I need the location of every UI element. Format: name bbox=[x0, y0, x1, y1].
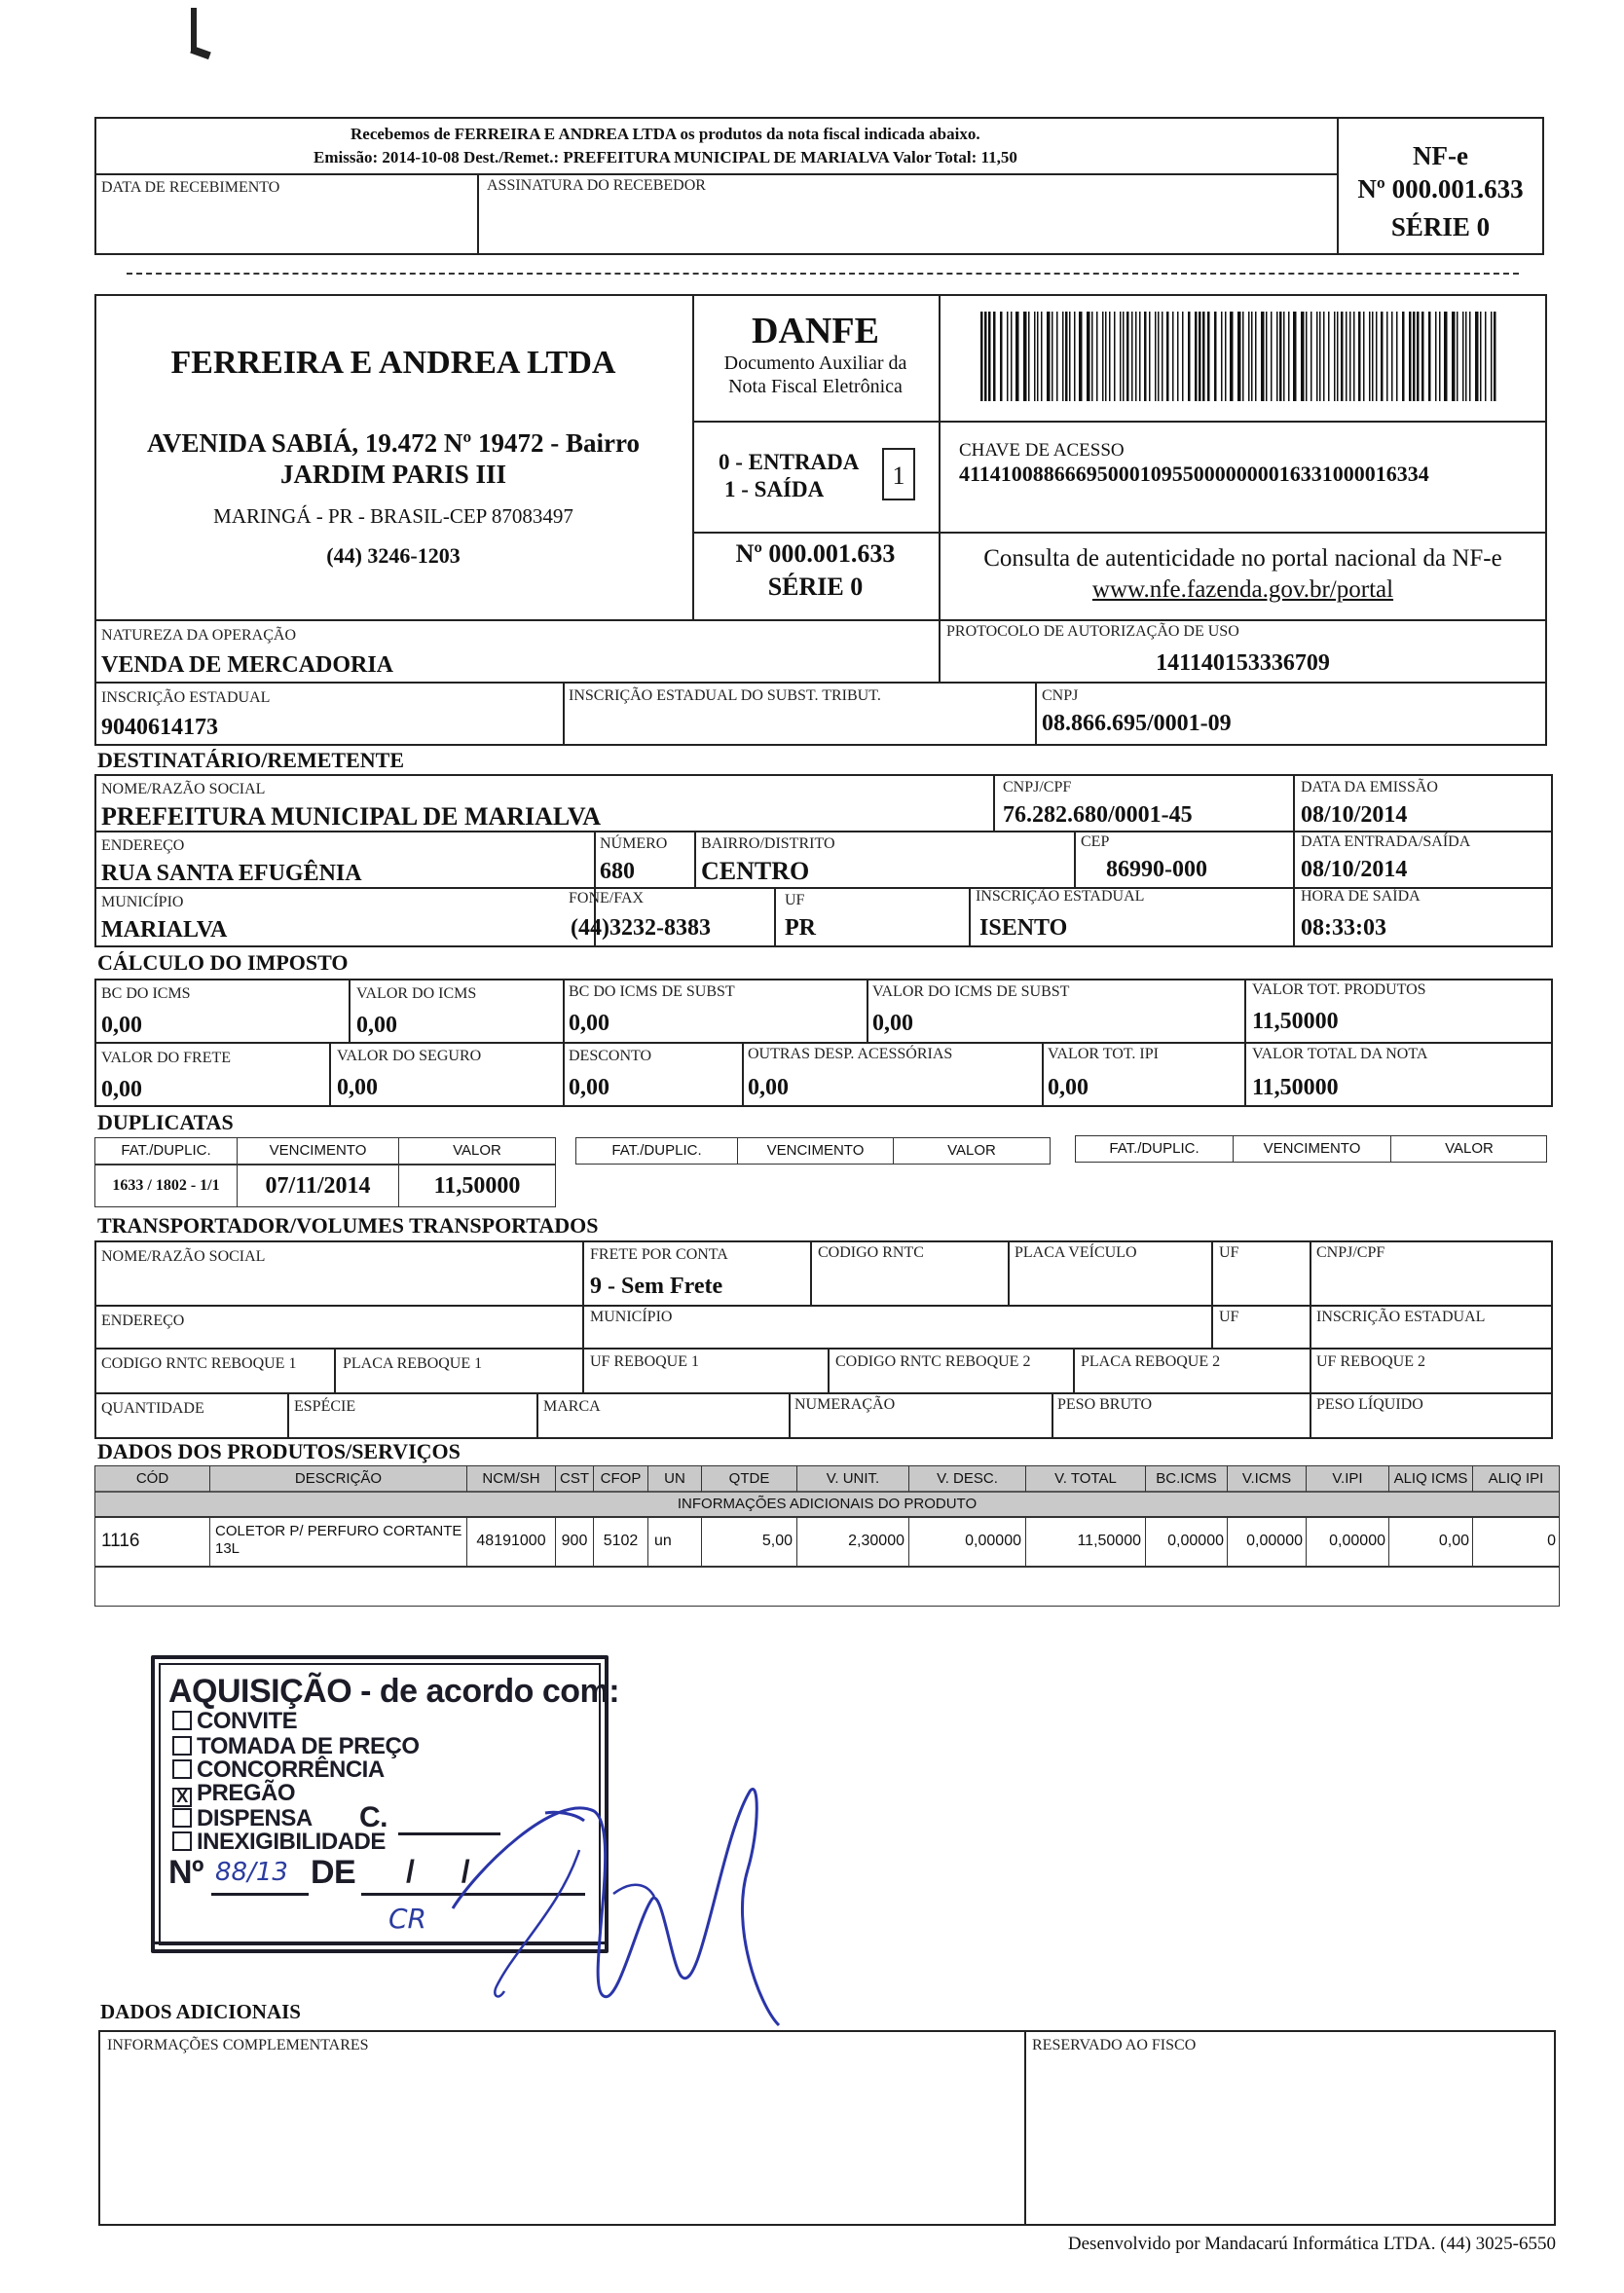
portal-link[interactable]: www.nfe.fazenda.gov.br/portal bbox=[1091, 576, 1394, 603]
carrier-address-label: ENDEREÇO bbox=[101, 1313, 185, 1329]
discount-label: DESCONTO bbox=[569, 1048, 652, 1064]
barcode-bar bbox=[1065, 312, 1068, 401]
barcode-bar bbox=[1162, 312, 1163, 401]
dup-venc: 07/11/2014 bbox=[238, 1165, 399, 1206]
recipient-number: 680 bbox=[600, 859, 635, 884]
recipient-section-title: DESTINATÁRIO/REMETENTE bbox=[97, 748, 404, 772]
exit-time: 08:33:03 bbox=[1301, 915, 1386, 941]
th-ncm: NCM/SH bbox=[467, 1466, 556, 1492]
th-cfop: CFOP bbox=[594, 1466, 648, 1492]
row-cod: 1116 bbox=[95, 1517, 210, 1566]
barcode-bar bbox=[1279, 312, 1282, 401]
tax-section-title: CÁLCULO DO IMPOSTO bbox=[97, 950, 349, 975]
checked-box-icon: X bbox=[172, 1788, 192, 1807]
row-bcicms: 0,00000 bbox=[1146, 1517, 1228, 1566]
barcode-bar bbox=[1172, 312, 1174, 401]
barcode-bar bbox=[1144, 312, 1147, 401]
row-qtde: 5,00 bbox=[702, 1517, 797, 1566]
dup-fat: 1633 / 1802 - 1/1 bbox=[95, 1165, 238, 1206]
dup3-fat-label: FAT./DUPLIC. bbox=[1076, 1136, 1234, 1162]
barcode-bar bbox=[1166, 312, 1169, 401]
stamp-concorrencia: CONCORRÊNCIA bbox=[172, 1757, 385, 1784]
recipient-uf-label: UF bbox=[785, 892, 805, 908]
recipient-uf: PR bbox=[785, 915, 816, 941]
barcode-bar bbox=[1409, 312, 1412, 401]
recipient-phone-label: FONE/FAX bbox=[569, 890, 645, 906]
barcode-bar bbox=[1087, 312, 1090, 401]
barcode-bar bbox=[1353, 312, 1355, 401]
barcode-bar bbox=[1319, 312, 1321, 401]
barcode-bar bbox=[1105, 312, 1107, 401]
recipient-name-label: NOME/RAZÃO SOCIAL bbox=[101, 781, 266, 797]
th-desc: DESCRIÇÃO bbox=[210, 1466, 467, 1492]
th-qtde: QTDE bbox=[702, 1466, 797, 1492]
th-cst: CST bbox=[556, 1466, 594, 1492]
recipient-cep: 86990-000 bbox=[1106, 857, 1207, 882]
exit-label: 1 - SAÍDA bbox=[724, 477, 825, 501]
dup-valor: 11,50000 bbox=[433, 1173, 521, 1199]
bc-icms-label: BC DO ICMS bbox=[101, 985, 191, 1002]
bc-icms: 0,00 bbox=[101, 1013, 142, 1038]
net-weight-label: PESO LÍQUIDO bbox=[1316, 1396, 1423, 1413]
stamp-pregao: X PREGÃO bbox=[172, 1780, 295, 1807]
barcode-bar bbox=[1047, 312, 1051, 401]
barcode bbox=[978, 312, 1501, 401]
freight-mode-label: FRETE POR CONTA bbox=[590, 1246, 728, 1263]
carrier-ie-label: INSCRIÇÃO ESTADUAL bbox=[1316, 1309, 1486, 1325]
row-un: un bbox=[648, 1517, 702, 1566]
th-cod: CÓD bbox=[95, 1466, 210, 1492]
trailer2-uf-label: UF REBOQUE 2 bbox=[1316, 1353, 1426, 1370]
barcode-bar bbox=[1135, 312, 1137, 401]
barcode-bar bbox=[980, 312, 983, 401]
consult-text: Consulta de autenticidade no portal nacional da NF-e bbox=[983, 545, 1502, 572]
icms-value-label: VALOR DO ICMS bbox=[356, 985, 477, 1002]
barcode-bar bbox=[1439, 312, 1441, 401]
barcode-bar bbox=[1337, 312, 1339, 401]
protocol-label: PROTOCOLO DE AUTORIZAÇÃO DE USO bbox=[946, 623, 1239, 640]
invoice-total-label: VALOR TOTAL DA NOTA bbox=[1252, 1046, 1428, 1062]
ipi-total: 0,00 bbox=[1048, 1075, 1089, 1100]
barcode-bar bbox=[1491, 312, 1493, 401]
issuer-address-2: JARDIM PARIS III bbox=[279, 460, 507, 489]
barcode-bar bbox=[1328, 312, 1330, 401]
trailer2-rntc-label: CODIGO RNTC REBOQUE 2 bbox=[835, 1353, 1031, 1370]
row-vipi: 0,00000 bbox=[1307, 1517, 1389, 1566]
barcode-bar bbox=[1074, 312, 1076, 401]
stamp-dispensa: DISPENSA bbox=[172, 1805, 313, 1832]
row-aliqipi: 0 bbox=[1547, 1533, 1556, 1549]
barcode-bar bbox=[1120, 312, 1122, 401]
barcode-bar bbox=[1346, 312, 1347, 401]
row-ncm: 48191000 bbox=[467, 1517, 556, 1566]
gross-weight-label: PESO BRUTO bbox=[1057, 1396, 1153, 1413]
trailer2-plate-label: PLACA REBOQUE 2 bbox=[1081, 1353, 1221, 1370]
barcode-bar bbox=[1457, 312, 1458, 401]
th-vtotal: V. TOTAL bbox=[1026, 1466, 1146, 1492]
row-cst: 900 bbox=[556, 1517, 594, 1566]
carrier-cnpj-label: CNPJ/CPF bbox=[1316, 1244, 1385, 1261]
recipient-cep-label: CEP bbox=[1081, 833, 1110, 850]
barcode-bar bbox=[1271, 312, 1273, 401]
row-desc-1: COLETOR P/ PERFURO CORTANTE bbox=[215, 1523, 462, 1539]
barcode-bar bbox=[1465, 312, 1467, 401]
species-label: ESPÉCIE bbox=[294, 1398, 356, 1415]
barcode-bar bbox=[1485, 312, 1487, 401]
barcode-bar bbox=[1480, 312, 1482, 401]
entry-label: 0 - ENTRADA bbox=[719, 450, 860, 474]
checkbox-icon bbox=[172, 1759, 192, 1779]
stamp-slashes: / / bbox=[406, 1854, 470, 1889]
issuer-name: FERREIRA E ANDREA LTDA bbox=[170, 345, 616, 381]
barcode-bar bbox=[1155, 312, 1157, 401]
recipient-city: MARIALVA bbox=[101, 917, 228, 943]
discount: 0,00 bbox=[569, 1075, 609, 1100]
scan-mark bbox=[190, 46, 211, 59]
recipient-address: RUA SANTA EFUGÊNIA bbox=[101, 861, 362, 886]
bc-st-label: BC DO ICMS DE SUBST bbox=[569, 983, 735, 1000]
checkbox-icon bbox=[172, 1711, 192, 1730]
barcode-bar bbox=[1386, 312, 1388, 401]
barcode-bar bbox=[1034, 312, 1036, 401]
barcode-bar bbox=[1293, 312, 1297, 401]
receipt-text-2: Emissão: 2014-10-08 Dest./Remet.: PREFEITURA MUNICIPAL DE MARIALVA Valor Total: 11,50 bbox=[314, 148, 1017, 166]
dup2-venc-label: VENCIMENTO bbox=[738, 1138, 894, 1164]
barcode-bar bbox=[1015, 312, 1019, 401]
barcode-bar bbox=[1230, 312, 1234, 401]
barcode-bar bbox=[1301, 312, 1305, 401]
ie-value: 9040614173 bbox=[101, 715, 218, 740]
stamp-number: 88/13 bbox=[215, 1858, 288, 1887]
exit-time-label: HORA DE SAÍDA bbox=[1301, 888, 1421, 905]
bc-st: 0,00 bbox=[569, 1011, 609, 1036]
duplicate-1 bbox=[94, 1137, 556, 1207]
barcode-bar bbox=[1091, 312, 1093, 401]
nature-value: VENDA DE MERCADORIA bbox=[101, 652, 394, 678]
barcode-bar bbox=[1000, 312, 1003, 401]
barcode-bar bbox=[1417, 312, 1420, 401]
barcode-bar bbox=[1149, 312, 1151, 401]
barcode-bar bbox=[1283, 312, 1285, 401]
stamp-tomada: TOMADA DE PREÇO bbox=[172, 1733, 420, 1760]
barcode-bar bbox=[1475, 312, 1479, 401]
numbering-label: NUMERAÇÃO bbox=[794, 1396, 896, 1413]
trailer1-uf-label: UF REBOQUE 1 bbox=[590, 1353, 700, 1370]
dup3-venc-label: VENCIMENTO bbox=[1234, 1136, 1391, 1162]
barcode-bar bbox=[1369, 312, 1371, 401]
barcode-bar bbox=[1349, 312, 1351, 401]
danfe-title: DANFE bbox=[752, 311, 879, 351]
tax-reserved-label: RESERVADO AO FISCO bbox=[1032, 2037, 1197, 2053]
st-value-label: VALOR DO ICMS DE SUBST bbox=[872, 983, 1070, 1000]
cut-line bbox=[127, 273, 1519, 275]
recipient-ie: ISENTO bbox=[979, 915, 1068, 941]
th-aliqipi: ALIQ IPI bbox=[1488, 1470, 1544, 1487]
barcode-bar bbox=[1266, 312, 1268, 401]
duplicates-section-title: DUPLICATAS bbox=[97, 1110, 234, 1134]
barcode-bar bbox=[1248, 312, 1250, 401]
barcode-bar bbox=[1007, 312, 1009, 401]
barcode-bar bbox=[1177, 312, 1179, 401]
barcode-bar bbox=[1221, 312, 1223, 401]
entry-date-label: DATA ENTRADA/SAÍDA bbox=[1301, 833, 1471, 850]
barcode-bar bbox=[1341, 312, 1344, 401]
invoice-total: 11,50000 bbox=[1252, 1075, 1339, 1100]
barcode-bar bbox=[1011, 312, 1013, 401]
barcode-bar bbox=[1381, 312, 1384, 401]
recipient-number-label: NÚMERO bbox=[600, 835, 668, 852]
stamp-inexigibilidade: INEXIGIBILIDADE bbox=[172, 1829, 386, 1856]
checkbox-icon bbox=[172, 1736, 192, 1756]
dup-venc-label: VENCIMENTO bbox=[238, 1138, 399, 1164]
receipt-nfe: NF-e bbox=[1413, 141, 1468, 170]
products-total-label: VALOR TOT. PRODUTOS bbox=[1252, 981, 1426, 998]
barcode-bar bbox=[1131, 312, 1133, 401]
access-key: 41141008866695000109550000000016331000016334 bbox=[959, 462, 1429, 486]
additional-section-title: DADOS ADICIONAIS bbox=[100, 2000, 301, 2023]
trailer1-rntc-label: CODIGO RNTC REBOQUE 1 bbox=[101, 1355, 297, 1372]
products-total: 11,50000 bbox=[1252, 1009, 1339, 1034]
barcode-bar bbox=[1469, 312, 1471, 401]
barcode-bar bbox=[1334, 312, 1336, 401]
barcode-bar bbox=[1123, 312, 1125, 401]
barcode-bar bbox=[1402, 312, 1405, 401]
th-vunit: V. UNIT. bbox=[797, 1466, 909, 1492]
receipt-text-1: Recebemos de FERREIRA E ANDREA LTDA os produtos da nota fiscal indicada abaixo. bbox=[351, 125, 980, 143]
dup2-valor-label: VALOR bbox=[947, 1142, 996, 1159]
barcode-bar bbox=[1102, 312, 1104, 401]
freight: 0,00 bbox=[101, 1077, 142, 1102]
barcode-bar bbox=[1158, 312, 1160, 401]
barcode-bar bbox=[1421, 312, 1424, 401]
barcode-bar bbox=[1079, 312, 1083, 401]
barcode-bar bbox=[1494, 312, 1496, 401]
barcode-bar bbox=[1462, 312, 1464, 401]
barcode-bar bbox=[1069, 312, 1071, 401]
products-section-title: DADOS DOS PRODUTOS/SERVIÇOS bbox=[97, 1439, 461, 1463]
recipient-phone: (44)3232-8383 bbox=[571, 915, 711, 941]
stamp-title: AQUISIÇÃO - de acordo com: bbox=[168, 1673, 620, 1710]
barcode-bar bbox=[1062, 312, 1064, 401]
duplicate-2 bbox=[575, 1137, 1051, 1165]
checkbox-icon bbox=[172, 1808, 192, 1828]
carrier-city-label: MUNICÍPIO bbox=[590, 1309, 673, 1325]
barcode-bar bbox=[988, 312, 991, 401]
barcode-bar bbox=[1376, 312, 1378, 401]
signature bbox=[438, 1753, 828, 2045]
barcode-bar bbox=[1242, 312, 1244, 401]
barcode-bar bbox=[1202, 312, 1205, 401]
barcode-bar bbox=[1323, 312, 1325, 401]
th-vipi: V.IPI bbox=[1307, 1466, 1389, 1492]
barcode-bar bbox=[1316, 312, 1318, 401]
receipt-number: Nº 000.001.633 bbox=[1357, 174, 1524, 203]
barcode-bar bbox=[1413, 312, 1416, 401]
st-value: 0,00 bbox=[872, 1011, 913, 1036]
operation-type-box: 1 bbox=[882, 448, 915, 500]
cnpj-label: CNPJ bbox=[1042, 687, 1079, 704]
recipient-cnpj: 76.282.680/0001-45 bbox=[1003, 802, 1193, 828]
stamp-c-label: C. bbox=[359, 1801, 388, 1833]
row-aliqicms: 0,00 bbox=[1389, 1517, 1473, 1566]
barcode-bar bbox=[993, 312, 996, 401]
receipt-signature-label: ASSINATURA DO RECEBEDOR bbox=[487, 177, 706, 194]
barcode-bar bbox=[1372, 312, 1374, 401]
receipt-date-label: DATA DE RECEBIMENTO bbox=[101, 179, 280, 196]
freight-mode: 9 - Sem Frete bbox=[590, 1274, 723, 1299]
barcode-bar bbox=[1023, 312, 1027, 401]
issuer-address-1: AVENIDA SABIÁ, 19.472 Nº 19472 - Bairro bbox=[147, 428, 640, 458]
th-vdesc: V. DESC. bbox=[909, 1466, 1026, 1492]
ie-st-label: INSCRIÇÃO ESTADUAL DO SUBST. TRIBUT. bbox=[569, 687, 881, 704]
additional-block bbox=[98, 2030, 1556, 2226]
barcode-bar bbox=[984, 312, 987, 401]
barcode-bar bbox=[1195, 312, 1198, 401]
recipient-cnpj-label: CNPJ/CPF bbox=[1003, 779, 1072, 795]
barcode-bar bbox=[1435, 312, 1437, 401]
access-key-label: CHAVE DE ACESSO bbox=[959, 440, 1125, 461]
trailer1-plate-label: PLACA REBOQUE 1 bbox=[343, 1355, 483, 1372]
barcode-bar bbox=[1199, 312, 1201, 401]
receipt-serie: SÉRIE 0 bbox=[1390, 212, 1491, 241]
barcode-bar bbox=[1114, 312, 1116, 401]
recipient-district: CENTRO bbox=[701, 857, 810, 885]
insurance-label: VALOR DO SEGURO bbox=[337, 1048, 482, 1064]
vehicle-plate-label: PLACA VEÍCULO bbox=[1015, 1244, 1137, 1261]
carrier-name-label: NOME/RAZÃO SOCIAL bbox=[101, 1248, 266, 1265]
row-vunit: 2,30000 bbox=[797, 1517, 909, 1566]
carrier-uf-label: UF bbox=[1219, 1244, 1239, 1261]
th-info-adicional: INFORMAÇÕES ADICIONAIS DO PRODUTO bbox=[677, 1496, 978, 1512]
issue-date: 08/10/2014 bbox=[1301, 802, 1408, 828]
rntc-label: CODIGO RNTC bbox=[818, 1244, 924, 1261]
recipient-city-label: MUNICÍPIO bbox=[101, 894, 184, 910]
barcode-bar bbox=[1041, 312, 1043, 401]
brand-label: MARCA bbox=[543, 1398, 601, 1415]
stamp-initials: CR bbox=[388, 1903, 427, 1935]
barcode-bar bbox=[1052, 312, 1053, 401]
barcode-bar bbox=[1182, 312, 1184, 401]
barcode-bar bbox=[1428, 312, 1431, 401]
row-desc-2: 13L bbox=[215, 1540, 240, 1557]
danfe-sub-1: Documento Auxiliar da bbox=[723, 352, 907, 374]
barcode-bar bbox=[1096, 312, 1098, 401]
cnpj-value: 08.866.695/0001-09 bbox=[1042, 711, 1232, 736]
insurance: 0,00 bbox=[337, 1075, 378, 1100]
row-cfop: 5102 bbox=[594, 1517, 648, 1566]
protocol-value: 141140153336709 bbox=[1156, 650, 1330, 676]
barcode-bar bbox=[1139, 312, 1141, 401]
barcode-bar bbox=[1037, 312, 1039, 401]
recipient-name: PREFEITURA MUNICIPAL DE MARIALVA bbox=[101, 802, 602, 831]
footer-credit: Desenvolvido por Mandacarú Informática LTDA. (44) 3025-6550 bbox=[1067, 2234, 1556, 2254]
stamp-number-prefix: Nº bbox=[168, 1854, 203, 1891]
dup2-fat-label: FAT./DUPLIC. bbox=[576, 1138, 738, 1164]
ie-label: INSCRIÇÃO ESTADUAL bbox=[101, 689, 271, 706]
duplicate-3 bbox=[1075, 1135, 1547, 1163]
issuer-phone: (44) 3246-1203 bbox=[326, 543, 461, 568]
barcode-bar bbox=[1391, 312, 1393, 401]
barcode-bar bbox=[1109, 312, 1111, 401]
row-vdesc: 0,00000 bbox=[909, 1517, 1026, 1566]
checkbox-icon bbox=[172, 1831, 192, 1851]
barcode-bar bbox=[1363, 312, 1365, 401]
dup-valor-label: VALOR bbox=[453, 1142, 501, 1159]
barcode-bar bbox=[1310, 312, 1312, 401]
carrier-section-title: TRANSPORTADOR/VOLUMES TRANSPORTADOS bbox=[97, 1213, 599, 1238]
row-vtotal: 11,50000 bbox=[1026, 1517, 1146, 1566]
barcode-bar bbox=[1207, 312, 1210, 401]
issue-date-label: DATA DA EMISSÃO bbox=[1301, 779, 1438, 795]
barcode-bar bbox=[1214, 312, 1217, 401]
barcode-bar bbox=[1452, 312, 1456, 401]
th-bcicms: BC.ICMS bbox=[1146, 1466, 1228, 1492]
barcode-bar bbox=[1056, 312, 1058, 401]
other-expenses: 0,00 bbox=[748, 1075, 789, 1100]
entry-date: 08/10/2014 bbox=[1301, 857, 1408, 882]
ipi-total-label: VALOR TOT. IPI bbox=[1048, 1046, 1159, 1062]
issuer-city: MARINGÁ - PR - BRASIL-CEP 87083497 bbox=[213, 504, 573, 528]
freight-label: VALOR DO FRETE bbox=[101, 1050, 232, 1066]
barcode-bar bbox=[1251, 312, 1253, 401]
other-expenses-label: OUTRAS DESP. ACESSÓRIAS bbox=[748, 1046, 953, 1062]
barcode-bar bbox=[1237, 312, 1241, 401]
recipient-address-label: ENDEREÇO bbox=[101, 837, 185, 854]
icms-value: 0,00 bbox=[356, 1013, 397, 1038]
dup-fat-label: FAT./DUPLIC. bbox=[95, 1138, 238, 1164]
barcode-bar bbox=[1276, 312, 1278, 401]
row-vicms: 0,00000 bbox=[1228, 1517, 1307, 1566]
barcode-bar bbox=[1255, 312, 1257, 401]
stamp-de-label: DE bbox=[311, 1854, 356, 1891]
stamp-convite: CONVITE bbox=[172, 1708, 297, 1735]
th-vicms: V.ICMS bbox=[1228, 1466, 1307, 1492]
barcode-bar bbox=[1028, 312, 1030, 401]
th-un: UN bbox=[648, 1466, 702, 1492]
carrier-uf2-label: UF bbox=[1219, 1309, 1239, 1325]
barcode-bar bbox=[1225, 312, 1227, 401]
barcode-bar bbox=[1288, 312, 1290, 401]
barcode-bar bbox=[1126, 312, 1129, 401]
danfe-serie: SÉRIE 0 bbox=[767, 573, 864, 601]
barcode-bar bbox=[1358, 312, 1361, 401]
dup3-valor-label: VALOR bbox=[1445, 1140, 1494, 1157]
row-desc bbox=[210, 1517, 467, 1566]
danfe-sub-2: Nota Fiscal Eletrônica bbox=[728, 376, 903, 397]
complementary-info-label: INFORMAÇÕES COMPLEMENTARES bbox=[107, 2037, 369, 2053]
barcode-bar bbox=[1261, 312, 1265, 401]
barcode-bar bbox=[1306, 312, 1308, 401]
barcode-bar bbox=[1444, 312, 1448, 401]
danfe-number: Nº 000.001.633 bbox=[735, 539, 896, 568]
th-aliqicms: ALIQ ICMS bbox=[1389, 1466, 1473, 1492]
recipient-district-label: BAIRRO/DISTRITO bbox=[701, 835, 835, 852]
recipient-ie-label: INSCRIÇÃO ESTADUAL bbox=[976, 888, 1145, 905]
barcode-bar bbox=[1188, 312, 1191, 401]
nature-label: NATUREZA DA OPERAÇÃO bbox=[101, 627, 297, 644]
barcode-bar bbox=[1396, 312, 1398, 401]
quantity-label: QUANTIDADE bbox=[101, 1400, 204, 1417]
